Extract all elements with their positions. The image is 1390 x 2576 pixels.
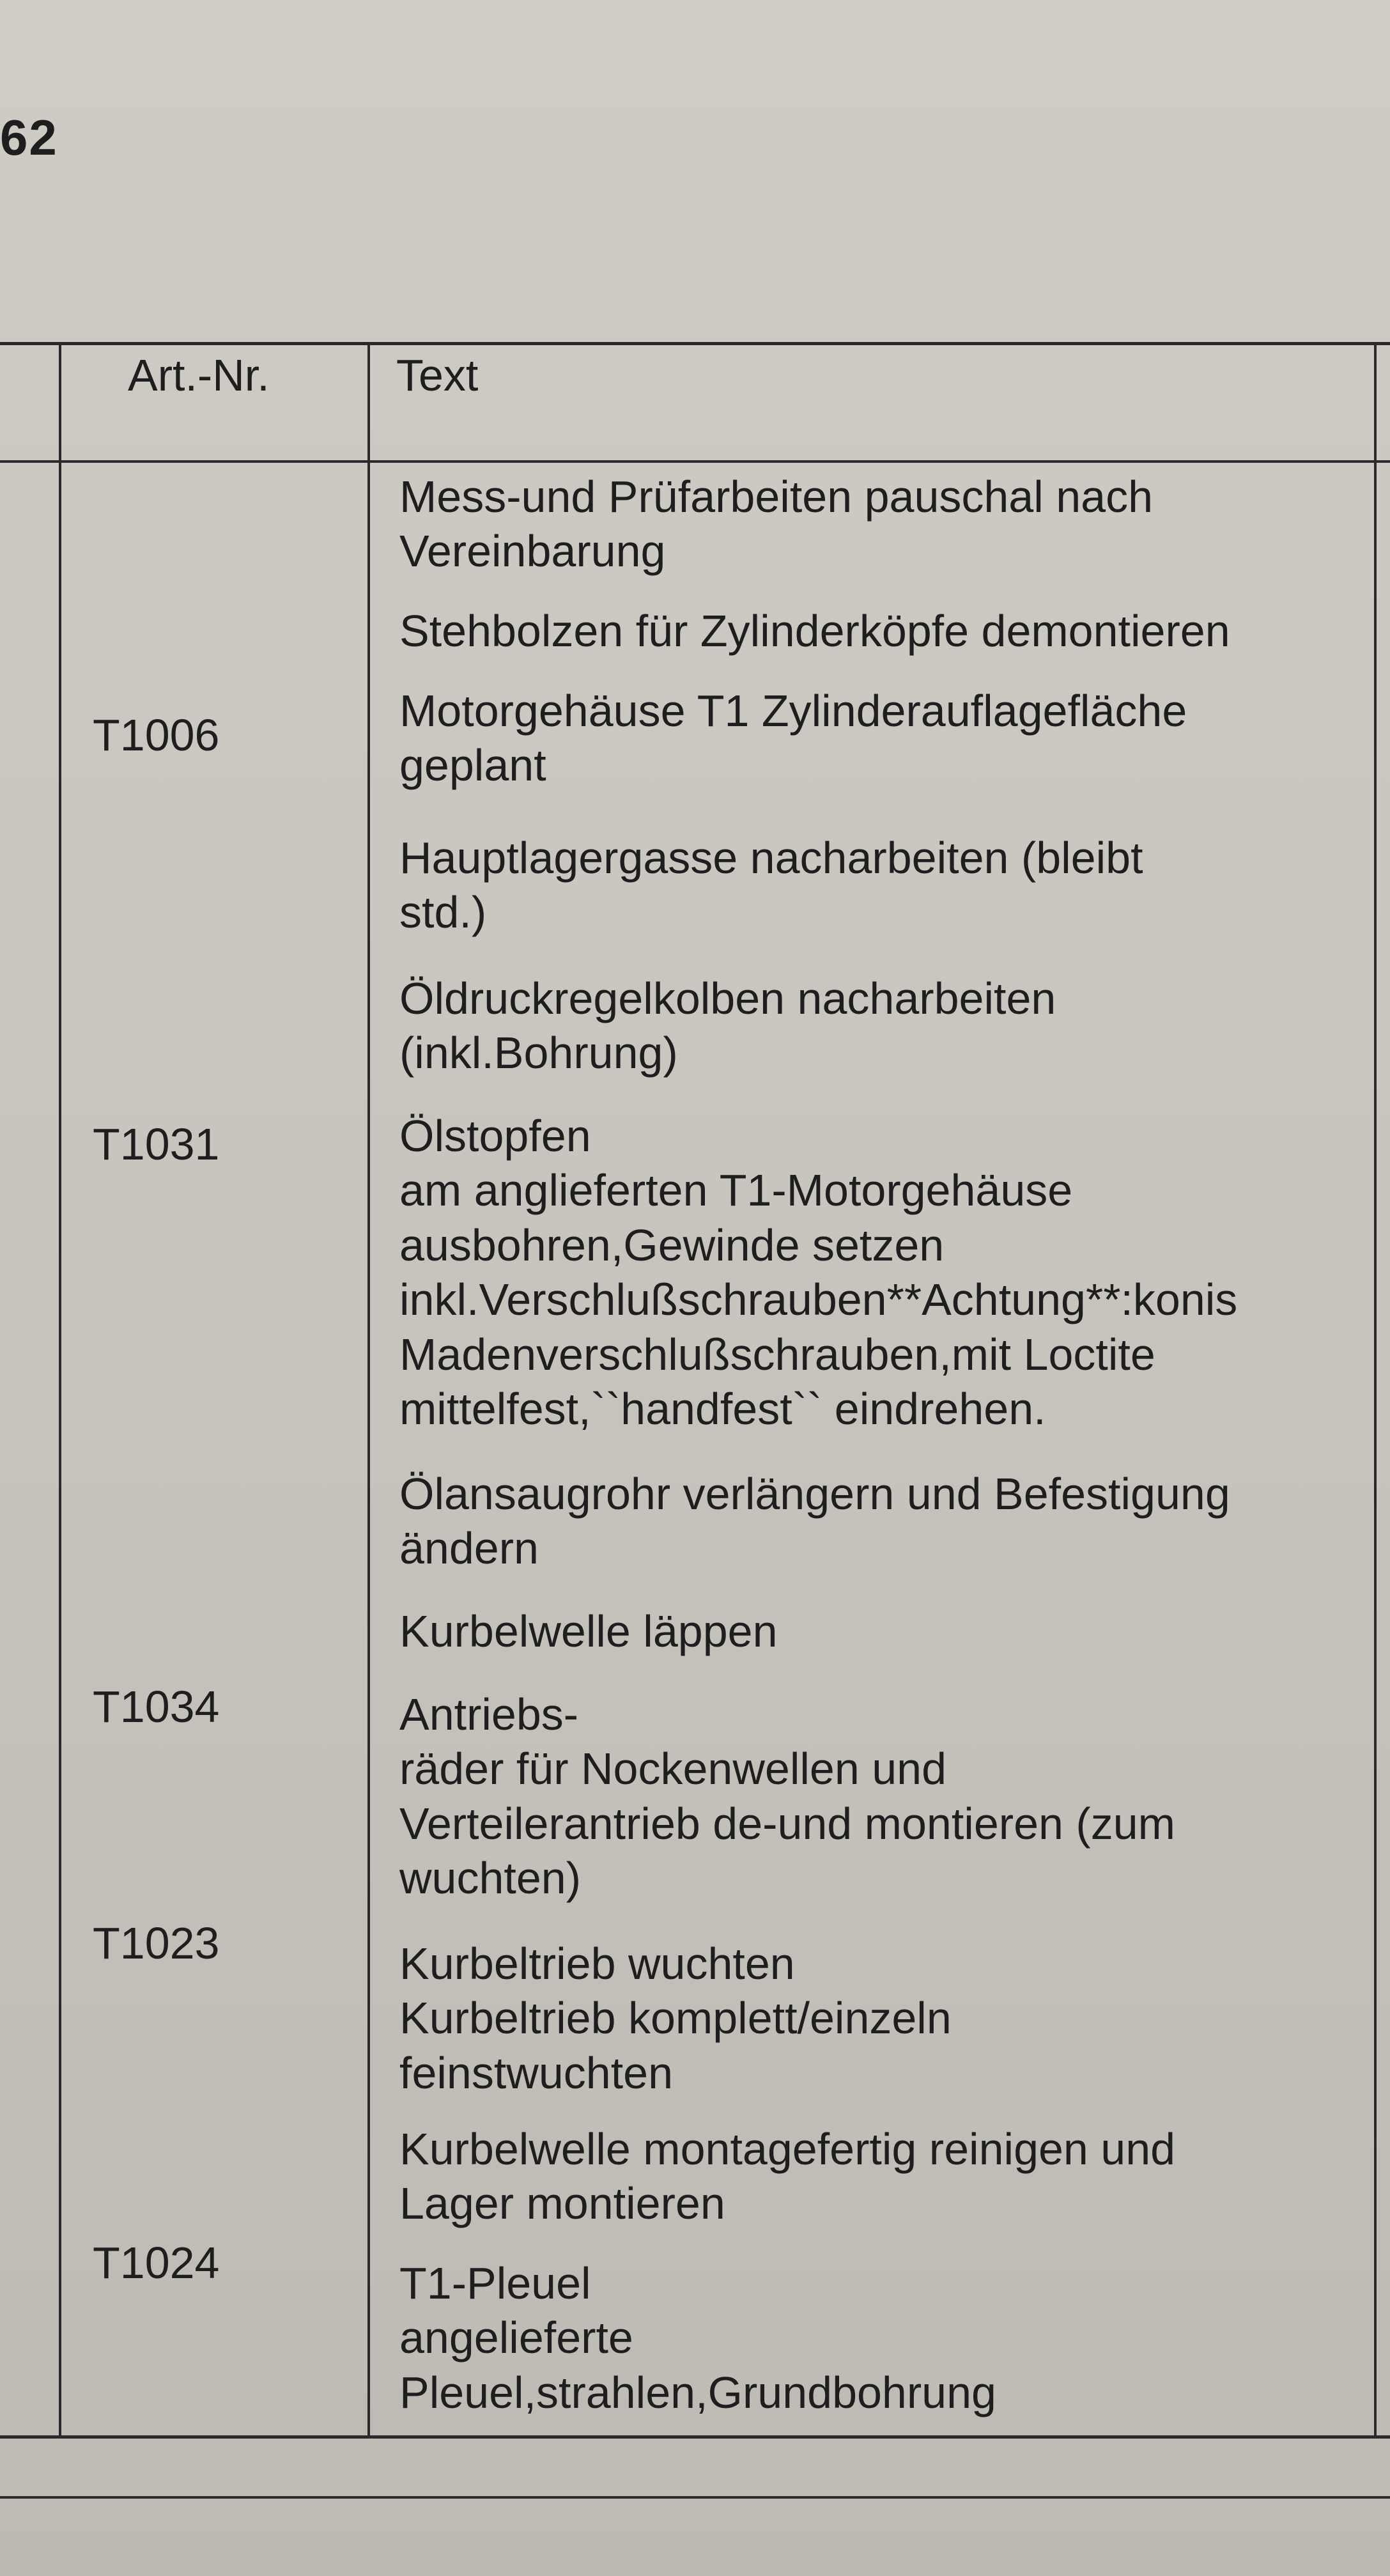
table-header-divider xyxy=(0,460,1390,463)
table-left-border xyxy=(59,342,61,2439)
table-column-divider xyxy=(367,342,370,2439)
table-row-text: Öldruckregelkolben nacharbeiten (inkl.Bohrung) xyxy=(399,974,1056,1078)
table-row-text: T1-Pleuel angelieferte Pleuel,strahlen,Grundbohrung xyxy=(399,2258,996,2417)
table-top-border xyxy=(0,342,1390,345)
table-row-artnr: T1031 xyxy=(93,1119,220,1169)
table-row-text: Kurbeltrieb wuchten Kurbeltrieb komplett/einzeln feinstwuchten xyxy=(399,1939,952,2098)
table-row-artnr: T1034 xyxy=(93,1682,220,1732)
table-row-text: Ölstopfen am anglieferten T1-Motorgehäuse ausbohren,Gewinde setzen inkl.Verschlußschrauben**Achtung**:konis Madenverschlußschrauben,mit Loctite mittelfest,``handfest`` eindrehen. xyxy=(399,1111,1238,1434)
column-header-text: Text xyxy=(396,350,479,400)
table-row-text: Motorgehäuse T1 Zylinderauflagefläche geplant xyxy=(399,686,1187,791)
table-row-artnr: T1006 xyxy=(93,710,220,760)
table-row-text: Kurbelwelle montagefertig reinigen und Lager montieren xyxy=(399,2124,1176,2229)
page-number: 62 xyxy=(0,109,58,166)
table-row-text: Antriebs- räder für Nockenwellen und Verteilerantrieb de-und montieren (zum wuchten) xyxy=(399,1689,1175,1904)
table-row-artnr: T1024 xyxy=(93,2238,220,2288)
table-row-text: Mess-und Prüfarbeiten pauschal nach Vereinbarung xyxy=(399,472,1154,577)
column-header-artnr: Art.-Nr. xyxy=(128,350,270,400)
table-row-text: Stehbolzen für Zylinderköpfe demontieren xyxy=(399,606,1230,656)
table-bottom-border xyxy=(0,2435,1390,2439)
table-row-artnr: T1023 xyxy=(93,1918,220,1968)
table-row-text: Hauptlagergasse nacharbeiten (bleibt std.) xyxy=(399,833,1143,938)
table-row-text: Kurbelwelle läppen xyxy=(399,1606,778,1656)
table-right-border xyxy=(1374,342,1377,2439)
page-footer-rule xyxy=(0,2496,1390,2499)
table-row-text: Ölansaugrohr verlängern und Befestigung ändern xyxy=(399,1469,1230,1574)
